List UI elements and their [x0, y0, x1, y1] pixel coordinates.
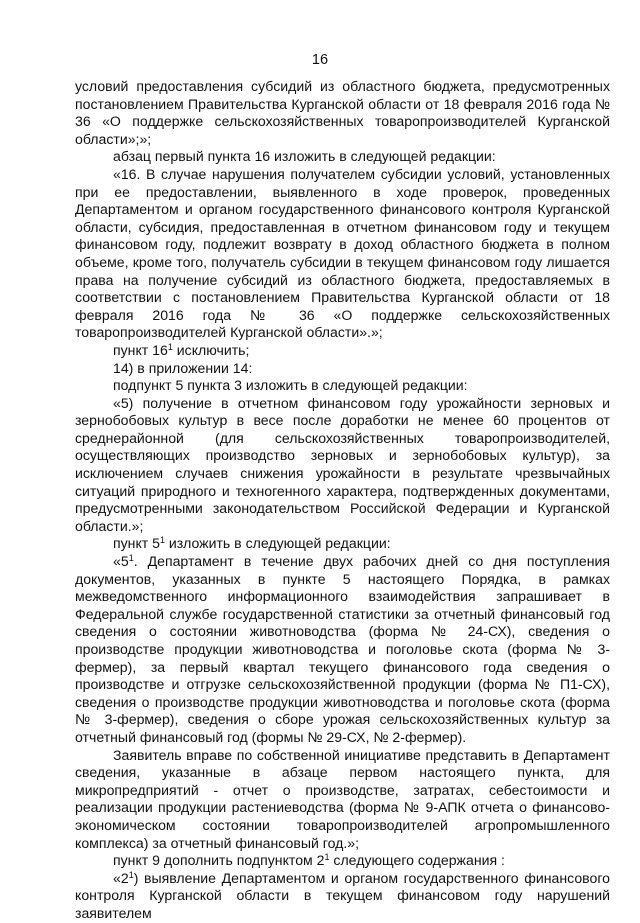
superscript: 1 — [128, 553, 134, 564]
text-run: «2 — [113, 869, 129, 886]
text-run: пункт 5 — [113, 535, 160, 552]
text-run: пункт 9 дополнить подпунктом 2 — [113, 852, 325, 869]
paragraph — [75, 535, 610, 553]
paragraph — [75, 78, 610, 148]
text-run: условий предоставления субсидий из областного бюджета, предусмотренных постановлением Правительства Курганской области от 18 февраля 2016 года № 36 «О поддержке сельскохозяйственных товаропроизводителей Курганской области»;»; — [75, 78, 610, 147]
text-run: «16. В случае нарушения получателем субсидии условий, установленных при ее предоставлении, выявленного в ходе проверок, проведенных Департаментом и органом государственного финансового контроля Курганской области, субсидия, предоставленная в отчетном финансовом году и текущем финансовом году, подлежит возврату в доход областного бюджета в полном объеме, кроме того, получатель субсидии в текущем финансовом году лишается права на получение субсидий из областного бюджета, предоставляемых в соответствии с постановлением Правительства Курганской области от 18 февраля 2016 года № 36 «О поддержке сельскохозяйственных товаропроизводителей Курганской области».»; — [75, 165, 610, 341]
text-run: «5) получение в отчетном финансовом году урожайности зерновых и зернобобовых культур в весе после доработки не менее 60 процентов от среднерайонной (для сельскохозяйственных товаропроизводителей, осуществляющих производство зерновых и зернобобовых культур), за исключением случаев снижения урожайности в результате чрезвычайных ситуаций природного и техногенного характера, подтвержденных документами, предусмотренными законодательством Российской Федерации и Курганской области.»; — [75, 394, 610, 534]
document-body — [75, 78, 610, 923]
text-run: исключить; — [172, 341, 250, 358]
superscript: 1 — [128, 869, 134, 880]
text-run: пункт 16 — [113, 341, 168, 358]
superscript: 1 — [160, 535, 166, 546]
text-run: изложить в следующей редакции: — [165, 535, 391, 552]
text-run: подпункт 5 пункта 3 изложить в следующей редакции: — [113, 377, 468, 394]
paragraph — [75, 342, 610, 360]
paragraph — [75, 852, 610, 870]
text-run: «5 — [113, 553, 129, 570]
text-run: 14) в приложении 14: — [113, 359, 253, 376]
superscript: 1 — [167, 341, 173, 352]
paragraph — [75, 377, 610, 395]
text-run: следующего содержания : — [329, 852, 505, 869]
page-number: 16 — [311, 52, 329, 68]
paragraph — [75, 395, 610, 536]
text-run: ) выявление Департаментом и органом государственного финансового контроля Курганской области в текущем финансовом году нарушений заявителем — [75, 869, 610, 921]
text-run: . Департамент в течение двух рабочих дней со дня поступления документов, указанных в пункте 5 настоящего Порядка, в рамках межведомственного информационного взаимодействия запрашивает в Федеральной службе государственной статистики за отчетный финансовый год сведения о состоянии животноводства (форма № 24-СХ), сведения о производстве продукции животноводства и поголовье скота (форма № 3-фермер), за первый квартал текущего финансового года сведения о производстве и отгрузке сельскохозяйственной продукции (форма № П1-СХ), сведения о производстве продукции животноводства и поголовье скота (форма № 3-фермер), сведения о сборе урожая сельскохозяйственных культур за отчетный финансовый год (формы № 29-СХ, № 2-фермер). — [75, 553, 610, 745]
paragraph — [75, 148, 610, 166]
paragraph — [75, 360, 610, 378]
paragraph — [75, 553, 610, 747]
text-run: Заявитель вправе по собственной инициативе представить в Департамент сведения, указанные в абзаце первом настоящего пункта, для микропредприятий - отчет о производстве, затратах, себестоимости и реализации продукции растениеводства (форма № 9-АПК отчета о финансово-экономическом состоянии товаропроизводителей агропромышленного комплекса) за отчетный финансовый год.»; — [75, 746, 610, 851]
superscript: 1 — [324, 852, 330, 863]
paragraph — [75, 166, 610, 342]
paragraph — [75, 870, 610, 923]
text-run: абзац первый пункта 16 изложить в следующей редакции: — [113, 148, 496, 165]
paragraph — [75, 747, 610, 853]
